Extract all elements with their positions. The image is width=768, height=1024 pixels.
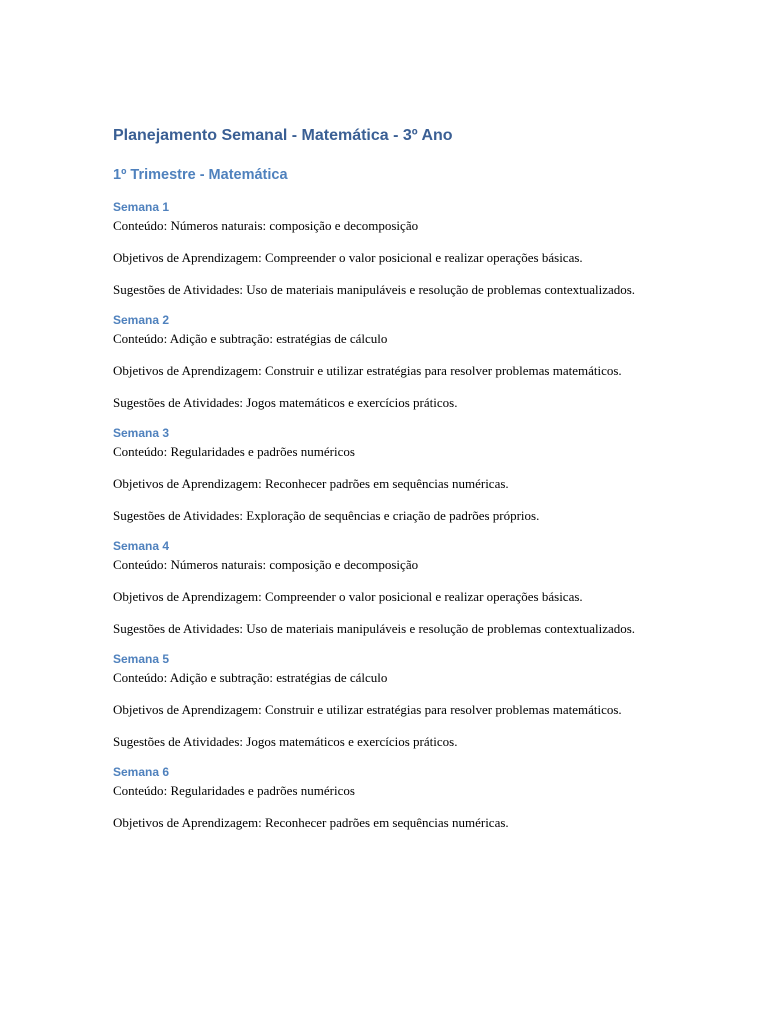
- document-title: Planejamento Semanal - Matemática - 3º Ano: [113, 127, 453, 144]
- field-value: Jogos matemáticos e exercícios práticos.: [246, 734, 458, 749]
- field-label: Objetivos de Aprendizagem :: [113, 702, 265, 717]
- field-label: Objetivos de Aprendizagem :: [113, 476, 265, 491]
- field-label: Conteúdo :: [113, 783, 170, 798]
- field-value: Uso de materiais manipuláveis e resolução de problemas contextualizados.: [246, 282, 636, 297]
- field-value: Construir e utilizar estratégias para resolver problemas matemáticos.: [265, 702, 622, 717]
- week-objectives-paragraph: [113, 474, 673, 494]
- field-label: Conteúdo :: [113, 331, 170, 346]
- weeks-list: [113, 199, 673, 833]
- week-objectives-paragraph: [113, 587, 673, 607]
- field-label: Sugestões de Atividades :: [113, 621, 246, 636]
- field-value: Reconhecer padrões em sequências numéricas.: [265, 815, 509, 830]
- field-label: Conteúdo :: [113, 444, 170, 459]
- week-section: [113, 651, 673, 752]
- week-objectives-paragraph: [113, 361, 673, 381]
- field-label: Conteúdo :: [113, 218, 170, 233]
- field-label: Sugestões de Atividades :: [113, 395, 246, 410]
- week-objectives-paragraph: [113, 700, 673, 720]
- field-value: Compreender o valor posicional e realizar operações básicas.: [265, 589, 583, 604]
- week-heading: Semana 4: [113, 539, 170, 553]
- week-content-paragraph: [113, 668, 673, 688]
- week-objectives-paragraph: [113, 248, 673, 268]
- field-label: Sugestões de Atividades :: [113, 282, 246, 297]
- field-value: Jogos matemáticos e exercícios práticos.: [246, 395, 458, 410]
- field-label: Objetivos de Aprendizagem :: [113, 363, 265, 378]
- field-value: Regularidades e padrões numéricos: [170, 444, 355, 459]
- field-value: Compreender o valor posicional e realizar operações básicas.: [265, 250, 583, 265]
- week-section: [113, 425, 673, 526]
- document-body: [113, 125, 673, 845]
- field-value: Números naturais: composição e decomposição: [170, 557, 419, 572]
- week-activities-paragraph: [113, 393, 673, 413]
- field-value: Exploração de sequências e criação de padrões próprios.: [246, 508, 540, 523]
- week-heading: Semana 1: [113, 200, 170, 214]
- week-content-paragraph: [113, 442, 673, 462]
- week-content-paragraph: [113, 555, 673, 575]
- week-heading: Semana 6: [113, 765, 170, 779]
- week-objectives-paragraph: [113, 813, 673, 833]
- week-section: [113, 199, 673, 300]
- week-section: [113, 764, 673, 833]
- week-activities-paragraph: [113, 732, 673, 752]
- week-activities-paragraph: [113, 280, 673, 300]
- week-activities-paragraph: [113, 619, 673, 639]
- field-label: Objetivos de Aprendizagem :: [113, 250, 265, 265]
- field-value: Uso de materiais manipuláveis e resolução de problemas contextualizados.: [246, 621, 636, 636]
- field-value: Construir e utilizar estratégias para resolver problemas matemáticos.: [265, 363, 622, 378]
- week-content-paragraph: [113, 216, 673, 236]
- document-subtitle: 1º Trimestre - Matemática: [113, 167, 288, 183]
- week-activities-paragraph: [113, 506, 673, 526]
- field-label: Objetivos de Aprendizagem :: [113, 815, 265, 830]
- field-value: Números naturais: composição e decomposição: [170, 218, 419, 233]
- field-label: Sugestões de Atividades :: [113, 734, 246, 749]
- week-heading: Semana 5: [113, 652, 170, 666]
- field-label: Conteúdo :: [113, 670, 170, 685]
- week-heading: Semana 3: [113, 426, 170, 440]
- field-label: Objetivos de Aprendizagem :: [113, 589, 265, 604]
- week-content-paragraph: [113, 329, 673, 349]
- field-label: Conteúdo :: [113, 557, 170, 572]
- week-section: [113, 312, 673, 413]
- field-value: Adição e subtração: estratégias de cálculo: [169, 331, 388, 346]
- field-value: Adição e subtração: estratégias de cálculo: [169, 670, 388, 685]
- field-value: Reconhecer padrões em sequências numéricas.: [265, 476, 509, 491]
- field-value: Regularidades e padrões numéricos: [170, 783, 355, 798]
- week-section: [113, 538, 673, 639]
- week-content-paragraph: [113, 781, 673, 801]
- week-heading: Semana 2: [113, 313, 170, 327]
- field-label: Sugestões de Atividades :: [113, 508, 246, 523]
